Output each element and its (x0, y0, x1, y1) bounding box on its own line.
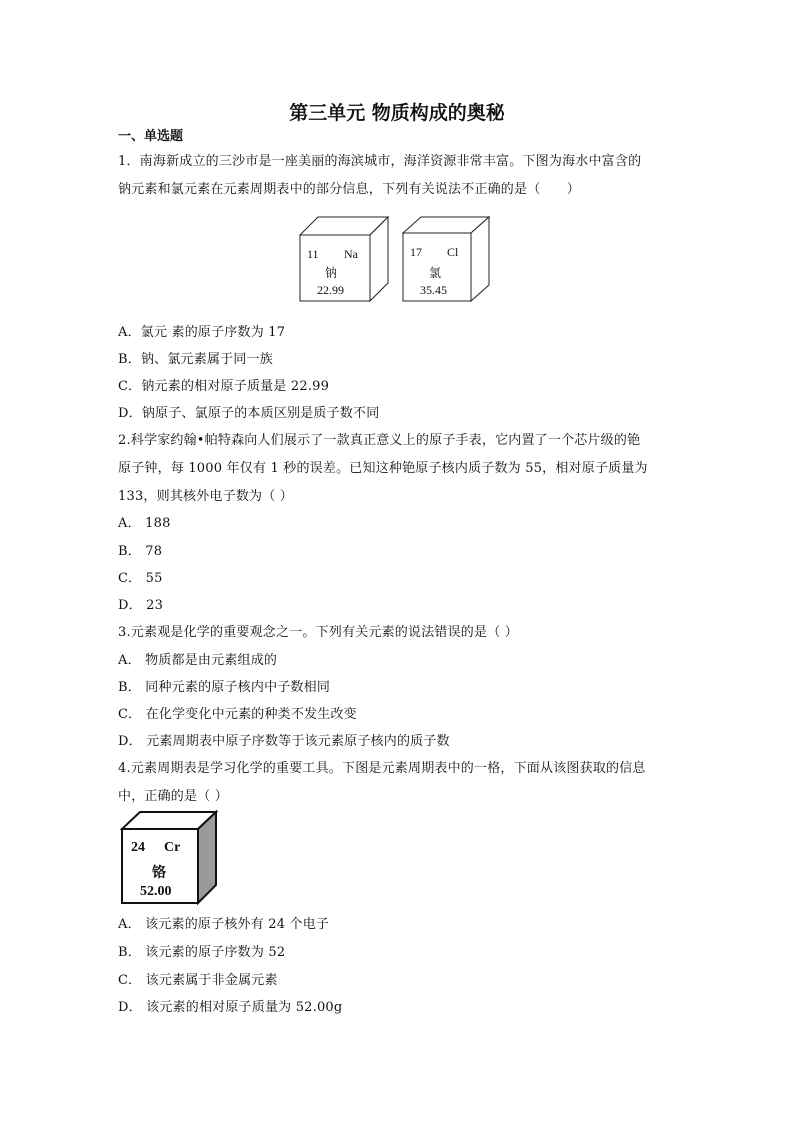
q1-option-a[interactable]: A．氯元 素的原子序数为 17 (118, 325, 286, 340)
q1-stem-line1: 1．南海新成立的三沙市是一座美丽的海滨城市，海洋资源非常丰富。下图为海水中富含的 (118, 154, 642, 169)
q2-stem-line1: 2.科学家约翰•帕特森向人们展示了一款真正意义上的原子手表，它内置了一个芯片级的铯 (118, 433, 641, 448)
q4-option-b[interactable]: B． 该元素的原子序数为 52 (118, 945, 286, 960)
chromium-element-tile (120, 811, 218, 905)
chromium-name: 铬 (152, 866, 166, 881)
q2-stem-line3: 133，则其核外电子数为（ ） (118, 489, 293, 504)
chromium-atomic-mass: 52.00 (140, 884, 172, 899)
sodium-atomic-mass: 22.99 (317, 283, 344, 297)
q2-option-d[interactable]: D． 23 (118, 598, 164, 613)
sodium-element-tile (300, 217, 390, 305)
q1-stem-line2: 钠元素和氯元素在元素周期表中的部分信息，下列有关说法不正确的是（ ） (118, 182, 581, 197)
q4-option-c[interactable]: C． 该元素属于非金属元素 (118, 973, 278, 988)
q3-option-d[interactable]: D． 元素周期表中原子序数等于该元素原子核内的质子数 (118, 734, 450, 749)
q4-stem-line2: 中，正确的是（ ） (118, 789, 228, 804)
q4-option-d[interactable]: D． 该元素的相对原子质量为 52.00g (118, 1000, 343, 1015)
q2-stem-line2: 原子钟，每 1000 年仅有 1 秒的误差。已知这种铯原子核内质子数为 55，相对原子质量为 (118, 461, 648, 476)
q3-stem: 3.元素观是化学的重要观念之一。下列有关元素的说法错误的是（ ） (118, 625, 518, 640)
q2-option-b[interactable]: B． 78 (118, 544, 163, 559)
chlorine-element-tile (403, 217, 491, 303)
q3-option-c[interactable]: C． 在化学变化中元素的种类不发生改变 (118, 707, 357, 722)
q2-option-a[interactable]: A． 188 (118, 516, 171, 531)
q4-stem-line1: 4.元素周期表是学习化学的重要工具。下图是元素周期表中的一格，下面从该图获取的信息 (118, 761, 646, 776)
q4-option-a[interactable]: A． 该元素的原子核外有 24 个电子 (118, 917, 330, 932)
chlorine-atomic-mass: 35.45 (420, 283, 447, 297)
q2-option-c[interactable]: C． 55 (118, 571, 163, 586)
chromium-atomic-number: 24 (131, 840, 145, 855)
chromium-symbol: Cr (164, 840, 181, 855)
chlorine-atomic-number: 17 (410, 245, 422, 259)
page-title: 第三单元 物质构成的奥秘 (289, 102, 505, 124)
q1-option-c[interactable]: C．钠元素的相对原子质量是 22.99 (118, 379, 330, 394)
chlorine-name: 氯 (429, 266, 442, 280)
q3-option-b[interactable]: B． 同种元素的原子核内中子数相同 (118, 680, 331, 695)
q1-option-b[interactable]: B．钠、氯元素属于同一族 (118, 352, 273, 367)
chlorine-tile-cube (403, 217, 491, 303)
q1-option-d[interactable]: D．钠原子、氯原子的本质区别是质子数不同 (118, 406, 380, 421)
section-heading: 一、单选题 (118, 129, 184, 144)
sodium-name: 钠 (325, 266, 338, 280)
sodium-symbol: Na (344, 247, 358, 261)
sodium-atomic-number: 11 (307, 247, 319, 261)
chlorine-symbol: Cl (447, 245, 459, 259)
q3-option-a[interactable]: A． 物质都是由元素组成的 (118, 653, 278, 668)
